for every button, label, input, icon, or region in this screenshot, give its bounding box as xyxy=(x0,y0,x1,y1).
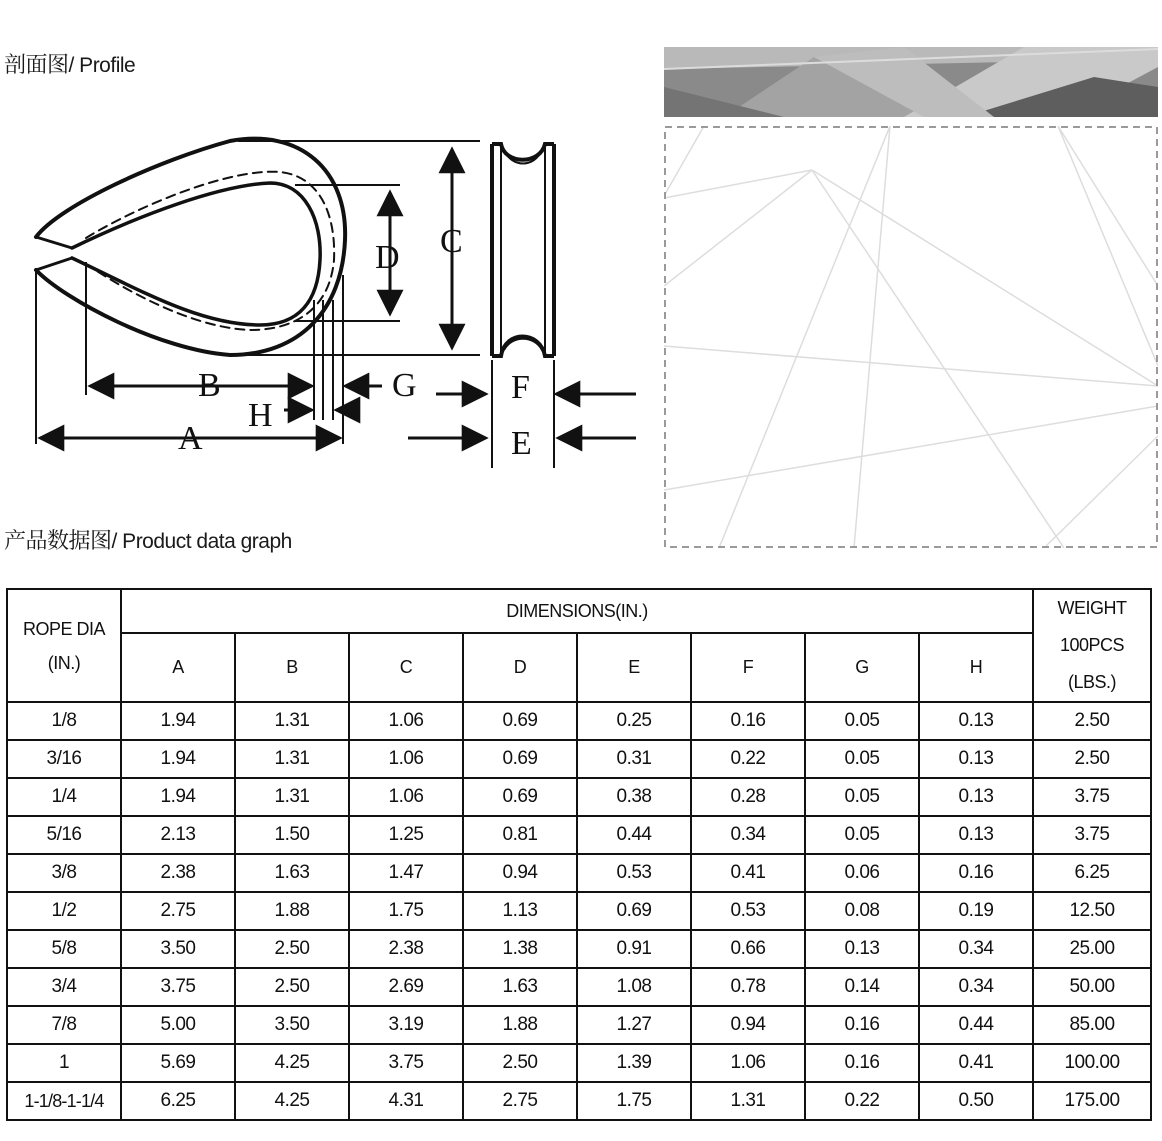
dimension-cell: 0.50 xyxy=(919,1082,1033,1120)
dimension-cell: 1.31 xyxy=(235,778,349,816)
rope-dia-cell: 1/8 xyxy=(7,702,121,740)
dimension-cell: 0.91 xyxy=(577,930,691,968)
dimension-cell: 0.16 xyxy=(919,854,1033,892)
dimension-cell: 0.69 xyxy=(463,702,577,740)
dimension-cell: 1.88 xyxy=(235,892,349,930)
weight-cell: 3.75 xyxy=(1033,816,1151,854)
label-a: A xyxy=(178,420,203,457)
thimble-tip-slot xyxy=(36,237,72,270)
weight-header-line3: (LBS.) xyxy=(1068,672,1117,692)
dimension-cell: 0.69 xyxy=(463,740,577,778)
column-header-e: E xyxy=(577,633,691,702)
profile-heading-cn: 剖面图 xyxy=(4,52,69,77)
dimension-cell: 0.19 xyxy=(919,892,1033,930)
dimension-cell: 1.39 xyxy=(577,1044,691,1082)
dimension-cell: 0.94 xyxy=(691,1006,805,1044)
dimension-cell: 1.75 xyxy=(349,892,463,930)
dimension-cell: 2.75 xyxy=(463,1082,577,1120)
dimension-cell: 0.16 xyxy=(691,702,805,740)
dimension-cell: 3.19 xyxy=(349,1006,463,1044)
dimension-cell: 1.31 xyxy=(235,702,349,740)
dimension-cell: 0.31 xyxy=(577,740,691,778)
dimension-cell: 2.75 xyxy=(121,892,235,930)
thimble-outer-outline xyxy=(36,139,345,355)
weight-cell: 85.00 xyxy=(1033,1006,1151,1044)
dimension-cell: 1.08 xyxy=(577,968,691,1006)
column-header-c: C xyxy=(349,633,463,702)
rope-dia-cell: 1/4 xyxy=(7,778,121,816)
dimension-cell: 0.13 xyxy=(805,930,919,968)
dimension-cell: 0.05 xyxy=(805,740,919,778)
rope-dia-header-line2: (IN.) xyxy=(47,652,81,673)
rope-dia-cell: 1/2 xyxy=(7,892,121,930)
rope-dia-cell: 1 xyxy=(7,1044,121,1082)
dimension-cell: 3.75 xyxy=(349,1044,463,1082)
dimension-cell: 0.38 xyxy=(577,778,691,816)
rope-dia-cell: 3/16 xyxy=(7,740,121,778)
dimension-cell: 1.63 xyxy=(235,854,349,892)
dimension-cell: 0.13 xyxy=(919,816,1033,854)
dimension-cell: 3.50 xyxy=(235,1006,349,1044)
dimension-cell: 2.13 xyxy=(121,816,235,854)
dimension-cell: 0.28 xyxy=(691,778,805,816)
dimension-cell: 0.34 xyxy=(919,968,1033,1006)
table-row xyxy=(7,892,1151,930)
label-f: F xyxy=(511,369,530,406)
dimension-cell: 1.94 xyxy=(121,740,235,778)
dimension-cell: 1.94 xyxy=(121,702,235,740)
weight-cell: 50.00 xyxy=(1033,968,1151,1006)
dimension-cell: 0.13 xyxy=(919,740,1033,778)
rope-dia-cell: 7/8 xyxy=(7,1006,121,1044)
rope-dia-header-line1: ROPE DIA xyxy=(22,618,106,639)
product-data-table-body xyxy=(7,702,1151,1120)
weight-cell: 175.00 xyxy=(1033,1082,1151,1120)
product-data-table-wrap xyxy=(6,588,1152,1121)
dimension-cell: 0.05 xyxy=(805,816,919,854)
weight-cell: 100.00 xyxy=(1033,1044,1151,1082)
table-row xyxy=(7,740,1151,778)
decorative-banner xyxy=(664,47,1158,117)
dimension-cell: 0.16 xyxy=(805,1044,919,1082)
weight-cell: 25.00 xyxy=(1033,930,1151,968)
dimension-cell: 2.38 xyxy=(349,930,463,968)
dimensions-header: DIMENSIONS(IN.) xyxy=(121,589,1033,633)
dimension-cell: 0.13 xyxy=(919,702,1033,740)
thimble-side-view xyxy=(492,144,554,356)
dimension-cell: 5.69 xyxy=(121,1044,235,1082)
dimension-cell: 2.38 xyxy=(121,854,235,892)
table-row xyxy=(7,778,1151,816)
column-header-d: D xyxy=(463,633,577,702)
dimension-cell: 0.53 xyxy=(691,892,805,930)
dimension-cell: 0.44 xyxy=(577,816,691,854)
table-row xyxy=(7,702,1151,740)
weight-cell: 6.25 xyxy=(1033,854,1151,892)
dimension-cell: 4.25 xyxy=(235,1082,349,1120)
label-b: B xyxy=(198,367,221,404)
label-c: C xyxy=(440,223,463,260)
dimension-cell: 1.06 xyxy=(691,1044,805,1082)
dimension-cell: 0.13 xyxy=(919,778,1033,816)
dimension-cell: 3.50 xyxy=(121,930,235,968)
rope-dia-header xyxy=(7,589,121,702)
dimension-cell: 4.31 xyxy=(349,1082,463,1120)
column-header-a: A xyxy=(121,633,235,702)
dimension-cell: 1.50 xyxy=(235,816,349,854)
column-header-f: F xyxy=(691,633,805,702)
product-data-heading xyxy=(4,524,292,555)
weight-header-line1: WEIGHT xyxy=(1057,598,1127,618)
label-e: E xyxy=(511,425,532,462)
weight-cell: 2.50 xyxy=(1033,702,1151,740)
weight-cell: 3.75 xyxy=(1033,778,1151,816)
dimension-cell: 1.63 xyxy=(463,968,577,1006)
dimension-cell: 1.38 xyxy=(463,930,577,968)
rope-dia-cell: 1-1/8-1-1/4 xyxy=(7,1082,121,1120)
column-header-h: H xyxy=(919,633,1033,702)
weight-header-line2: 100PCS xyxy=(1059,635,1125,655)
rope-dia-cell: 3/4 xyxy=(7,968,121,1006)
dimension-cell: 0.05 xyxy=(805,702,919,740)
decorative-pattern-box xyxy=(664,126,1158,548)
dimension-cell: 2.50 xyxy=(235,968,349,1006)
dimension-cell: 1.27 xyxy=(577,1006,691,1044)
dimension-cell: 0.81 xyxy=(463,816,577,854)
dimension-cell: 0.22 xyxy=(691,740,805,778)
dimension-cell: 0.25 xyxy=(577,702,691,740)
dimension-cell: 1.31 xyxy=(691,1082,805,1120)
profile-heading-en: / Profile xyxy=(68,54,136,77)
dimension-cell: 1.06 xyxy=(349,740,463,778)
table-row xyxy=(7,968,1151,1006)
dimension-cell: 0.94 xyxy=(463,854,577,892)
thimble-inner-outline xyxy=(72,183,320,325)
table-row xyxy=(7,930,1151,968)
product-data-table xyxy=(6,588,1152,1121)
dimension-cell: 0.78 xyxy=(691,968,805,1006)
dimension-cell: 0.05 xyxy=(805,778,919,816)
dimension-cell: 2.69 xyxy=(349,968,463,1006)
dimension-cell: 1.31 xyxy=(235,740,349,778)
dimension-cell: 0.08 xyxy=(805,892,919,930)
profile-heading xyxy=(4,48,135,79)
rope-dia-cell: 5/16 xyxy=(7,816,121,854)
thimble-profile-diagram xyxy=(0,100,660,480)
dimension-cell: 0.14 xyxy=(805,968,919,1006)
column-header-g: G xyxy=(805,633,919,702)
dimension-cell: 0.53 xyxy=(577,854,691,892)
rope-dia-cell: 3/8 xyxy=(7,854,121,892)
dimension-cell: 1.06 xyxy=(349,702,463,740)
dimension-cell: 1.13 xyxy=(463,892,577,930)
dimension-cell: 1.94 xyxy=(121,778,235,816)
product-heading-cn: 产品数据图 xyxy=(4,528,112,553)
dimension-cell: 6.25 xyxy=(121,1082,235,1120)
dimension-cell: 0.06 xyxy=(805,854,919,892)
dimension-cell: 0.16 xyxy=(805,1006,919,1044)
weight-cell: 2.50 xyxy=(1033,740,1151,778)
dimension-cell: 1.75 xyxy=(577,1082,691,1120)
dimension-cell: 3.75 xyxy=(121,968,235,1006)
table-row xyxy=(7,1082,1151,1120)
label-g: G xyxy=(392,367,417,404)
product-heading-en: / Product data graph xyxy=(111,530,292,553)
dimension-cell: 5.00 xyxy=(121,1006,235,1044)
dimension-cell: 0.69 xyxy=(463,778,577,816)
table-row xyxy=(7,816,1151,854)
dimension-cell: 0.34 xyxy=(691,816,805,854)
weight-header xyxy=(1033,589,1151,702)
dimension-cell: 2.50 xyxy=(235,930,349,968)
dimension-cell: 0.44 xyxy=(919,1006,1033,1044)
dimension-cell: 0.34 xyxy=(919,930,1033,968)
dimension-cell: 2.50 xyxy=(463,1044,577,1082)
table-row xyxy=(7,854,1151,892)
dimension-cell: 0.41 xyxy=(691,854,805,892)
dimension-cell: 1.25 xyxy=(349,816,463,854)
label-h: H xyxy=(248,397,273,434)
rope-dia-cell: 5/8 xyxy=(7,930,121,968)
label-d: D xyxy=(375,239,400,276)
table-row xyxy=(7,1044,1151,1082)
dimension-cell: 0.22 xyxy=(805,1082,919,1120)
dimension-cell: 0.69 xyxy=(577,892,691,930)
dimension-cell: 4.25 xyxy=(235,1044,349,1082)
dimension-cell: 1.47 xyxy=(349,854,463,892)
dimension-cell: 0.66 xyxy=(691,930,805,968)
column-header-b: B xyxy=(235,633,349,702)
weight-cell: 12.50 xyxy=(1033,892,1151,930)
dimension-cell: 1.88 xyxy=(463,1006,577,1044)
dimension-cell: 0.41 xyxy=(919,1044,1033,1082)
dimension-column-headers xyxy=(7,633,1151,702)
dimension-cell: 1.06 xyxy=(349,778,463,816)
table-row xyxy=(7,1006,1151,1044)
